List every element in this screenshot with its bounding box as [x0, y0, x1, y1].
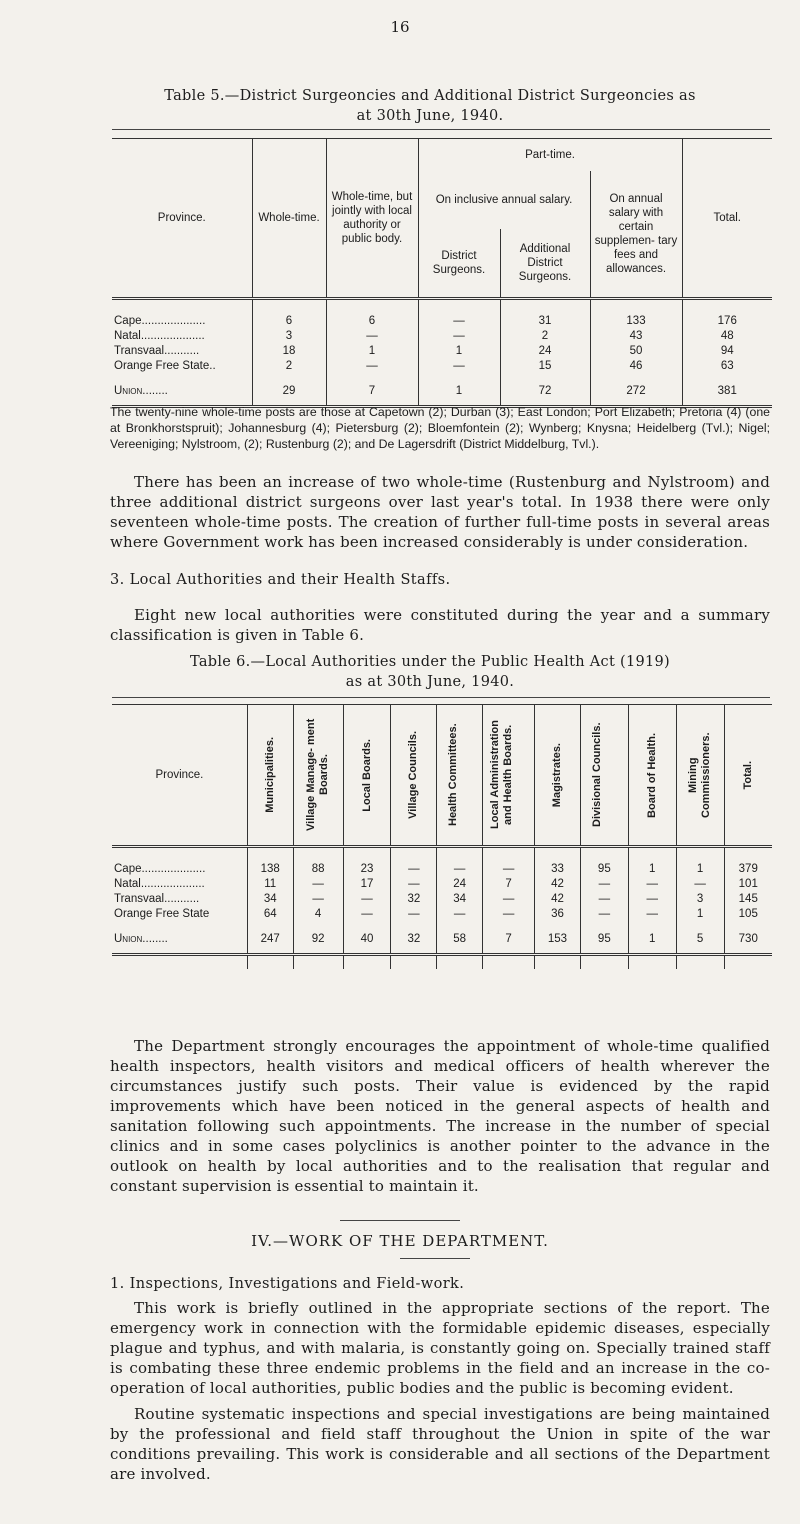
cell: — — [483, 892, 535, 907]
t6-header-label: Village Manage- ment Boards. — [305, 718, 331, 832]
t5-header-total: Total. — [682, 139, 772, 299]
cell: — — [418, 359, 500, 374]
cell: 11 — [247, 877, 293, 892]
t6-header-province: Province. — [112, 705, 247, 847]
table6 — [112, 704, 772, 969]
table5 — [112, 138, 772, 408]
cell: 2 — [252, 359, 326, 374]
t6-header-label: Divisional Councils. — [591, 722, 604, 828]
cell: 17 — [343, 877, 391, 892]
cell: 6 — [252, 314, 326, 329]
t5-header-jointly: Whole-time, but jointly with local authority or public body. — [326, 139, 418, 299]
cell: 43 — [590, 329, 682, 344]
paragraph-work-outlined: This work is briefly outlined in the appropriate sections of the report. The emergency work in connection with the formidable epidemic diseases, especially plague and typhus, and with malaria, is constantly going on. Specially trained staff is combating these three endemic problems in the field and an increase in the co-operation of local authorities, public bodies and the public is becoming evident. — [110, 1299, 770, 1397]
table6-top-rule — [112, 697, 770, 698]
table-row — [112, 359, 772, 374]
t6-header-label: Local Administration and Health Boards. — [488, 720, 514, 830]
union-label: Union........ — [112, 374, 252, 407]
cell: 34 — [247, 892, 293, 907]
cell: 247 — [247, 922, 293, 955]
section-3-heading: 3. Local Authorities and their Health Staffs. — [110, 572, 451, 588]
province-cell: Cape.................... — [112, 862, 247, 877]
t6-header-label: Magistrates. — [550, 742, 563, 808]
t6-header-label: Village Councils. — [407, 731, 420, 819]
t5-header-additional: Additional District Surgeons. — [500, 229, 590, 299]
cell: 176 — [682, 314, 772, 329]
cell: 36 — [535, 907, 581, 922]
cell: 4 — [293, 907, 343, 922]
cell: 153 — [535, 922, 581, 955]
paragraph-routine: Routine systematic inspections and special investigations are being maintained by the professional and field staff throughout the Union in spite of the war conditions prevailing. This work is considerable and all sections of the Department are involved. — [110, 1405, 770, 1483]
province-cell: Transvaal........... — [112, 892, 247, 907]
cell: — — [628, 877, 676, 892]
cell: 5 — [676, 922, 724, 955]
t6-header-village-management — [293, 705, 343, 847]
cell: 1 — [676, 907, 724, 922]
cell: 105 — [724, 907, 772, 922]
cell: 23 — [343, 862, 391, 877]
cell: — — [418, 314, 500, 329]
section-1-heading: 1. Inspections, Investigations and Field-work. — [110, 1276, 465, 1292]
t6-header-divisional-councils — [580, 705, 628, 847]
cell: — — [343, 907, 391, 922]
cell: — — [343, 892, 391, 907]
cell: — — [293, 877, 343, 892]
cell: 50 — [590, 344, 682, 359]
cell: 7 — [483, 922, 535, 955]
cell: — — [326, 329, 418, 344]
t6-header-magistrates — [535, 705, 581, 847]
t6-header-label: Local Boards. — [360, 738, 373, 812]
cell: 72 — [500, 374, 590, 407]
t6-header-municipalities — [247, 705, 293, 847]
cell: 33 — [535, 862, 581, 877]
section-iv-heading: IV.—WORK OF THE DEPARTMENT. — [251, 1232, 549, 1250]
cell: 46 — [590, 359, 682, 374]
cell: — — [293, 892, 343, 907]
cell: 40 — [343, 922, 391, 955]
table6-caption-line1: Table 6.—Local Authorities under the Public Health Act (1919) — [189, 654, 671, 670]
cell: 42 — [535, 877, 581, 892]
union-label: Union........ — [112, 922, 247, 955]
cell: 95 — [580, 922, 628, 955]
cell: 64 — [247, 907, 293, 922]
cell: — — [580, 907, 628, 922]
table-row — [112, 344, 772, 359]
cell: 1 — [676, 862, 724, 877]
cell: — — [628, 907, 676, 922]
t6-header-label: Board of Health. — [645, 732, 658, 818]
table5-top-rule — [112, 129, 770, 130]
cell: 24 — [500, 344, 590, 359]
cell: — — [437, 907, 483, 922]
t6-header-label: Total. — [741, 760, 754, 790]
cell: — — [580, 877, 628, 892]
cell: 15 — [500, 359, 590, 374]
cell: 1 — [628, 862, 676, 877]
cell: 92 — [293, 922, 343, 955]
union-row — [112, 922, 772, 955]
table5-footnote: The twenty-nine whole-time posts are those at Capetown (2); Durban (3); East London; Port Elizabeth; Pretoria (4) (one at Bronkhorstspruit); Johannesburg (4); Pietersburg (2); Bloemfontein (2); Wynberg; Knysna; Heidelberg (Tvl.); Nigel; Vereeniging; Nylstroom, (2); Rustenburg (2); and De Lagersdrift (District Middelburg, Tvl.). — [110, 405, 770, 451]
cell: — — [483, 907, 535, 922]
cell: 7 — [483, 877, 535, 892]
cell: 29 — [252, 374, 326, 407]
table-row — [112, 892, 772, 907]
cell: — — [391, 862, 437, 877]
cell: 1 — [418, 374, 500, 407]
t5-header-province: Province. — [112, 139, 252, 299]
cell: 6 — [326, 314, 418, 329]
t6-header-local-boards — [343, 705, 391, 847]
t6-header-mining-commissioners — [676, 705, 724, 847]
table-row — [112, 862, 772, 877]
cell: 94 — [682, 344, 772, 359]
cell: — — [437, 862, 483, 877]
province-cell: Cape.................... — [112, 314, 252, 329]
cell: 381 — [682, 374, 772, 407]
table6-caption-line2: as at 30th June, 1940. — [345, 674, 515, 690]
cell: 272 — [590, 374, 682, 407]
cell: — — [418, 329, 500, 344]
t6-header-label: Municipalities. — [263, 737, 276, 813]
cell: 42 — [535, 892, 581, 907]
province-cell: Natal.................... — [112, 329, 252, 344]
province-cell: Natal.................... — [112, 877, 247, 892]
province-cell: Transvaal........... — [112, 344, 252, 359]
cell: 133 — [590, 314, 682, 329]
cell: — — [676, 877, 724, 892]
cell: 379 — [724, 862, 772, 877]
section-rule — [340, 1220, 460, 1221]
t6-header-label: Health Committees. — [446, 723, 459, 827]
t6-header-local-administration — [483, 705, 535, 847]
t6-header-label: Mining Commissioners. — [687, 732, 713, 818]
table-row — [112, 877, 772, 892]
cell: 48 — [682, 329, 772, 344]
paragraph-encourages: The Department strongly encourages the appointment of whole-time qualified health inspectors, health visitors and medical officers of health wherever the circumstances justify such posts. Their value is evidenced by the rapid improvements which have been noticed in the general aspects of health and sanitation following such appointments. The increase in the number of special clinics and in some cases polyclinics is another pointer to the advance in the outlook on health by local authorities and to the realisation that regular and constant supervision is essential to maintain it. — [110, 1037, 770, 1195]
cell: 1 — [418, 344, 500, 359]
table5-caption-line2: at 30th June, 1940. — [356, 108, 504, 124]
paragraph-increase: There has been an increase of two whole-time (Rustenburg and Nylstroom) and three additional district surgeons over last year's total. In 1938 there were only seventeen whole-time posts. The creation of further full-time posts in several areas where Government work has been increased considerably is under consideration. — [110, 473, 770, 551]
cell: 58 — [437, 922, 483, 955]
cell: 730 — [724, 922, 772, 955]
table5-caption-line1: Table 5.—District Surgeoncies and Additional District Surgeoncies as — [164, 88, 696, 104]
cell: — — [628, 892, 676, 907]
union-row — [112, 374, 772, 407]
cell: — — [483, 862, 535, 877]
cell: 7 — [326, 374, 418, 407]
cell: 145 — [724, 892, 772, 907]
t5-header-part-time: Part-time. — [418, 139, 682, 171]
cell: — — [391, 877, 437, 892]
cell: 3 — [252, 329, 326, 344]
cell: 18 — [252, 344, 326, 359]
cell: — — [391, 907, 437, 922]
t6-header-total — [724, 705, 772, 847]
province-cell: Orange Free State — [112, 907, 247, 922]
t6-header-health-committees — [437, 705, 483, 847]
cell: — — [326, 359, 418, 374]
section-rule-short — [400, 1258, 470, 1259]
cell: 2 — [500, 329, 590, 344]
t6-header-village-councils — [391, 705, 437, 847]
cell: 3 — [676, 892, 724, 907]
paragraph-new-authorities: Eight new local authorities were constituted during the year and a summary classification is given in Table 6. — [110, 606, 770, 644]
table-row — [112, 314, 772, 329]
cell: 24 — [437, 877, 483, 892]
province-cell: Orange Free State.. — [112, 359, 252, 374]
cell: 95 — [580, 862, 628, 877]
cell: 31 — [500, 314, 590, 329]
cell: 32 — [391, 922, 437, 955]
cell: 1 — [326, 344, 418, 359]
cell: 32 — [391, 892, 437, 907]
page-number: 16 — [390, 18, 410, 36]
t6-header-board-of-health — [628, 705, 676, 847]
t5-header-district: District Surgeons. — [418, 229, 500, 299]
cell: 34 — [437, 892, 483, 907]
table-row — [112, 907, 772, 922]
cell: 88 — [293, 862, 343, 877]
cell: 138 — [247, 862, 293, 877]
t5-header-annual: On annual salary with certain supplemen- tary fees and allowances. — [590, 171, 682, 299]
table-row — [112, 329, 772, 344]
cell: 63 — [682, 359, 772, 374]
cell: — — [580, 892, 628, 907]
t5-header-whole-time: Whole-time. — [252, 139, 326, 299]
t5-header-inclusive: On inclusive annual salary. — [418, 171, 590, 229]
cell: 101 — [724, 877, 772, 892]
cell: 1 — [628, 922, 676, 955]
